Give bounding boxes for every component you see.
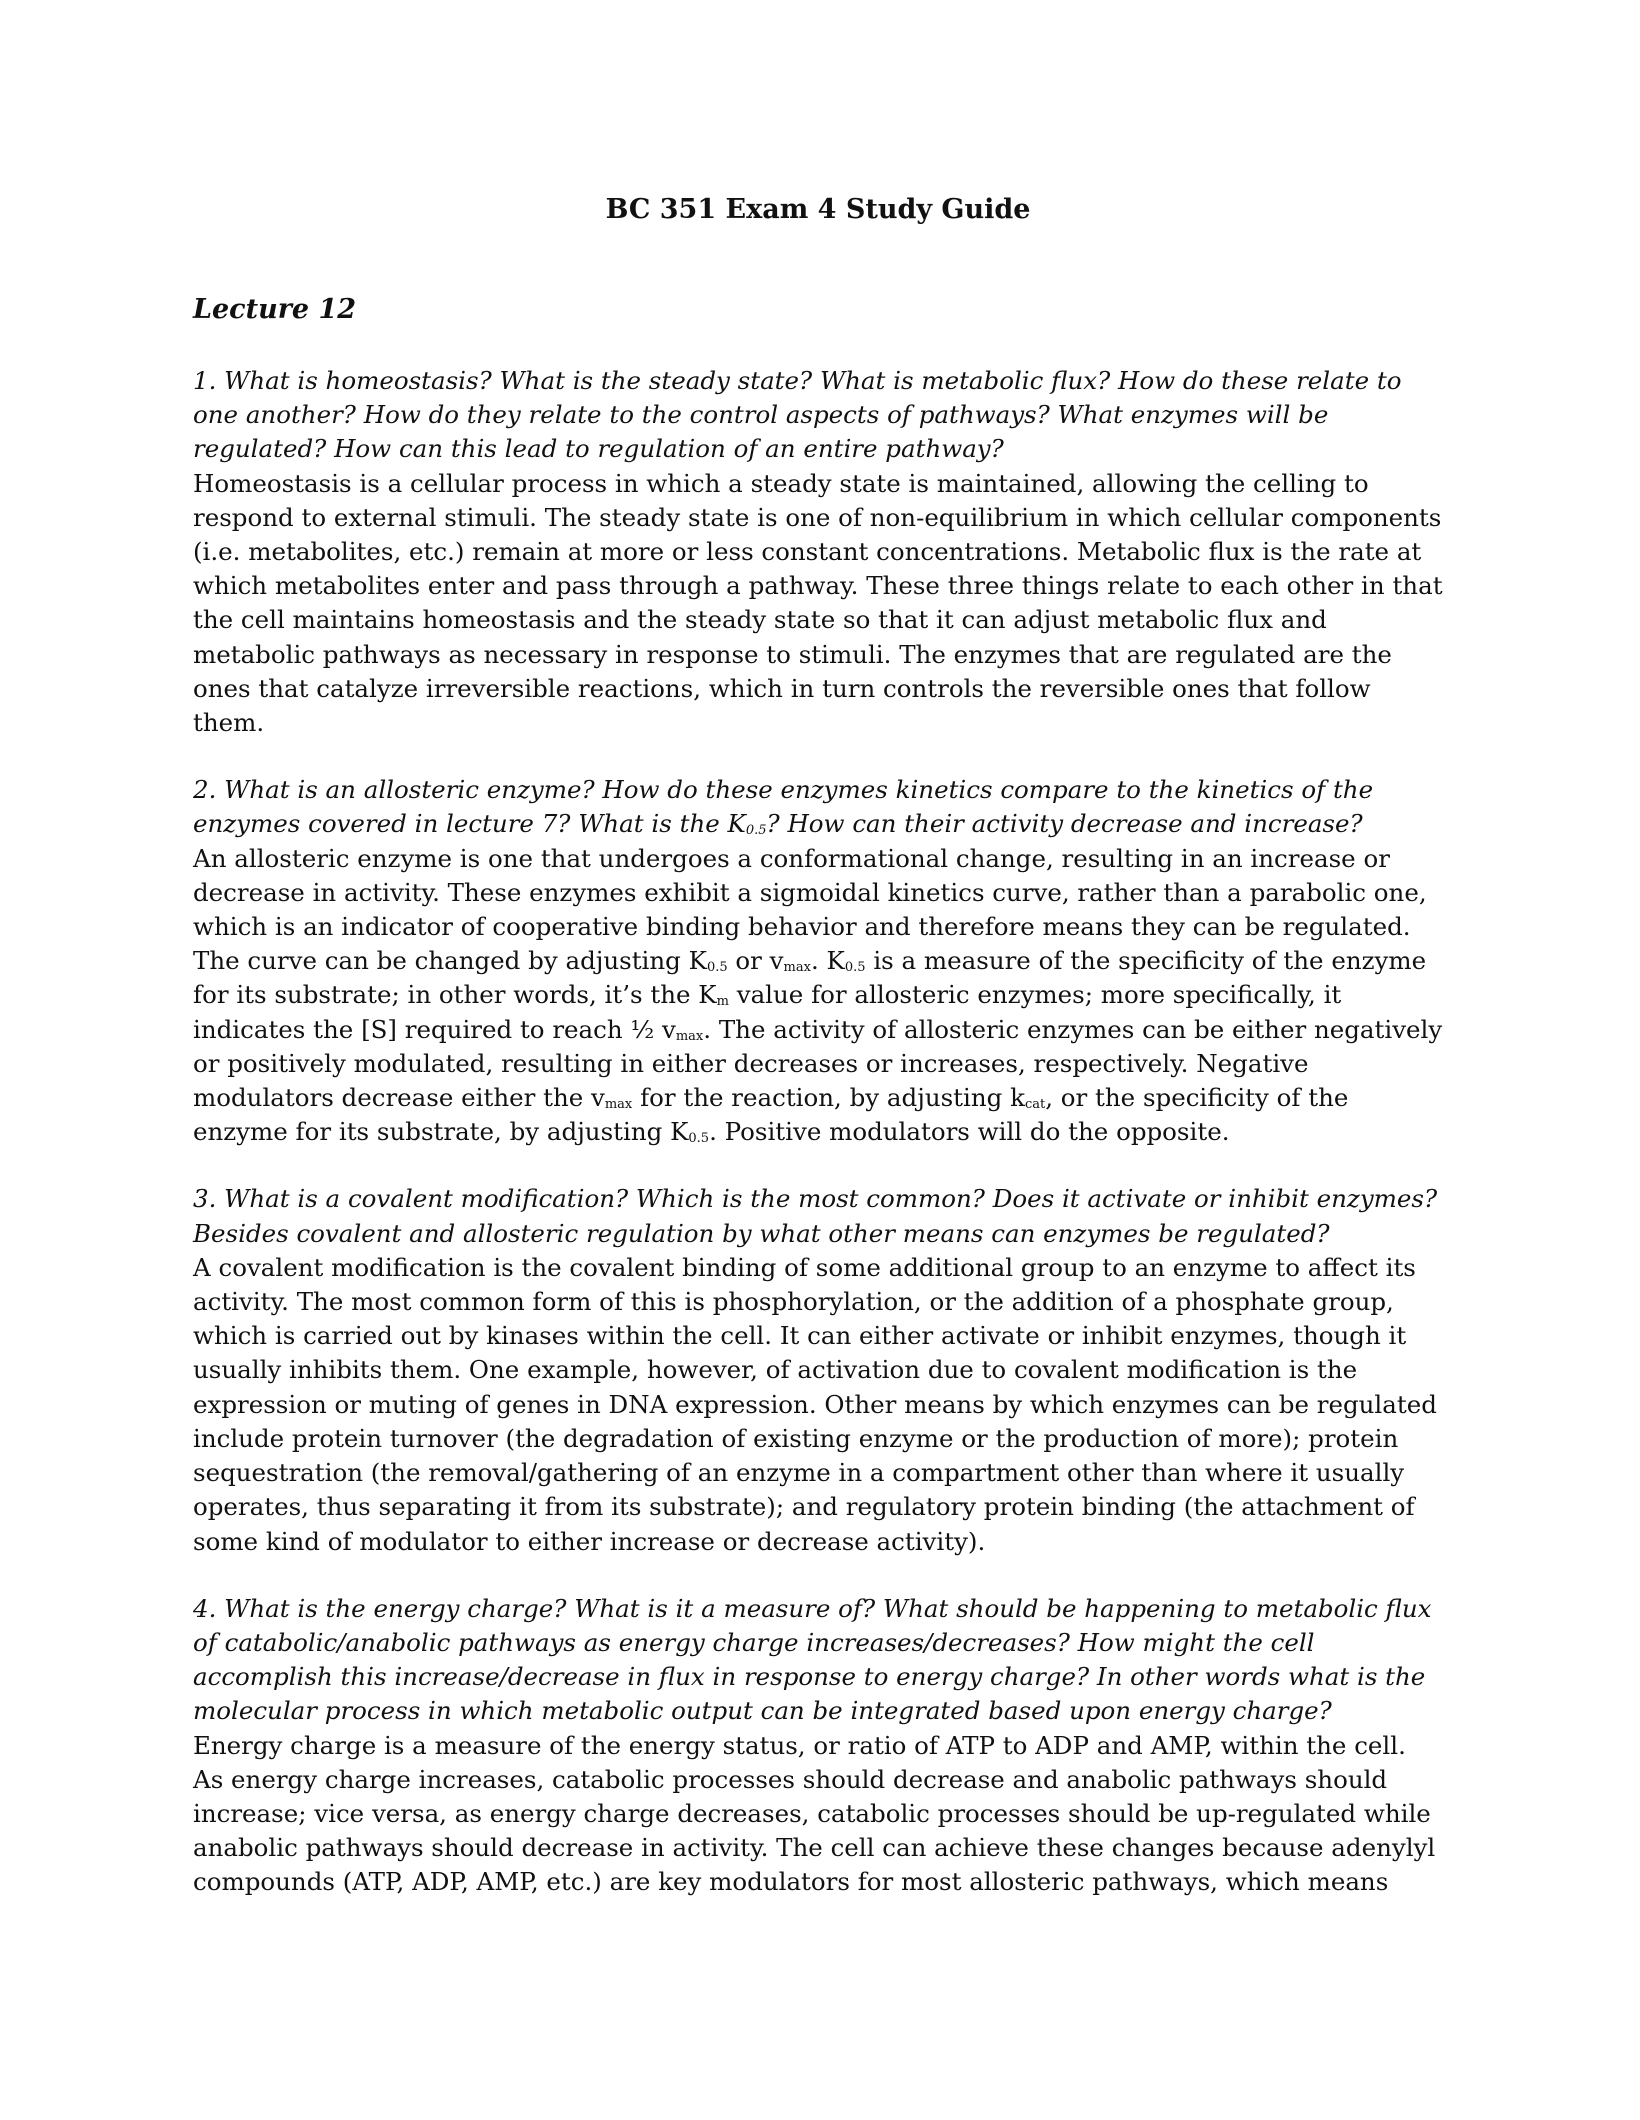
k05-subscript: 0.5 (688, 1131, 710, 1147)
question-3: 3. What is a covalent modification? Which is the most common? Does it activate or inhibit enzymes? Besides covalent and allosteric regulation by what other means can enzymes be regulated? (193, 1184, 1438, 1248)
k05-subscript: 0.5 (706, 960, 728, 976)
qa-item-3 (193, 1182, 1443, 1558)
question-4: 4. What is the energy charge? What is it a measure of? What should be happening to metabolic flux of catabolic/anabolic pathways as energy charge increases/decreases? How might the cell accomplish this increase/decrease in flux in response to energy charge? In other words what is the molecular process in which metabolic output can be integrated based upon energy charge? (193, 1593, 1432, 1726)
qa-item-2 (193, 773, 1443, 1149)
answer-2-text: . K (810, 946, 845, 976)
answer-3: A covalent modification is the covalent binding of some additional group to an enzyme to affect its activity. The most common form of this is phosphorylation, or the addition of a phosphate group, which is carried out by kinases within the cell. It can either activate or inhibit enzymes, though it usually inhibits them. One example, however, of activation due to covalent modification is the expression or muting of genes in DNA expression. Other means by which enzymes can be regulated include protein turnover (the degradation of existing enzyme or the production of more); protein sequestration (the removal/gathering of an enzyme in a compartment other than where it usually operates, thus separating it from its substrate); and regulatory protein binding (the attachment of some kind of modulator to either increase or decrease activity). (193, 1252, 1437, 1556)
question-1: 1. What is homeostasis? What is the steady state? What is metabolic flux? How do these relate to one another? How do they relate to the control aspects of pathways? What enzymes will be regulated? How can this lead to regulation of an entire pathway? (193, 366, 1402, 464)
answer-2-text: An allosteric enzyme is one that undergoes a conformational change, resulting in an increase or decrease in activity. These enzymes exhibit a sigmoidal kinetics curve, rather than a parabolic one, which is an indicator of cooperative binding behavior and therefore means they can be regulated. The curve can be changed by adjusting K (193, 843, 1427, 976)
answer-4: Energy charge is a measure of the energy status, or ratio of ATP to ADP and AMP, within the cell. As energy charge increases, catabolic processes should decrease and anabolic pathways should increase; vice versa, as energy charge decreases, catabolic processes should be up-regulated while anabolic pathways should decrease in activity. The cell can achieve these changes because adenylyl compounds (ATP, ADP, AMP, etc.) are key modulators for most allosteric pathways, which means (193, 1730, 1436, 1897)
answer-2-text: , or the specificity of the enzyme for its substrate, by adjusting K (193, 1083, 1349, 1147)
k05-subscript: 0.5 (844, 960, 866, 976)
kcat-subscript: cat (1024, 1097, 1046, 1113)
question-2 (193, 773, 1443, 841)
k05-subscript: 0.5 (745, 823, 767, 839)
qa-item-1 (193, 364, 1443, 740)
answer-2-text: . Positive modulators will do the opposite. (709, 1117, 1230, 1147)
answer-2-text: for the reaction, by adjusting k (632, 1083, 1025, 1113)
vmax-subscript: max (604, 1097, 633, 1113)
qa-item-4 (193, 1592, 1443, 1900)
question-2-text: 2. What is an allosteric enzyme? How do these enzymes kinetics compare to the kinetics of the enzymes covered in lecture 7? What is the K (193, 775, 1374, 839)
answer-1: Homeostasis is a cellular process in which a steady state is maintained, allowing the celling to respond to external stimuli. The steady state is one of non-equilibrium in which cellular components (i.e. metabolites, etc.) remain at more or less constant concentrations. Metabolic flux is the rate at which metabolites enter and pass through a pathway. These three things relate to each other in that the cell maintains homeostasis and the steady state so that it can adjust metabolic flux and metabolic pathways as necessary in response to stimuli. The enzymes that are regulated are the ones that catalyze irreversible reactions, which in turn controls the reversible ones that follow them. (193, 468, 1443, 738)
document-page (193, 190, 1443, 1933)
answer-2-text: or v (727, 946, 784, 976)
answer-2-text: is a measure of the specificity of the enzyme for its substrate; in other words, it’s the K (193, 946, 1427, 1010)
vmax-subscript: max (783, 960, 811, 976)
section-heading: Lecture 12 (193, 294, 357, 325)
answer-2-text: . The activity of allosteric enzymes can be either negatively or positively modulated, resulting in either decreases or increases, respectively. Negative modulators decrease either the v (193, 1014, 1443, 1113)
answer-2-text: value for allosteric enzymes; more specifically, it indicates the [S] required to reach ½ v (193, 980, 1342, 1044)
vmax-subscript: max (675, 1028, 704, 1044)
question-2-text: ? How can their activity decrease and increase? (766, 809, 1363, 839)
answer-2 (193, 842, 1443, 1150)
km-subscript: m (716, 994, 729, 1010)
document-title: BC 351 Exam 4 Study Guide (605, 194, 1031, 225)
